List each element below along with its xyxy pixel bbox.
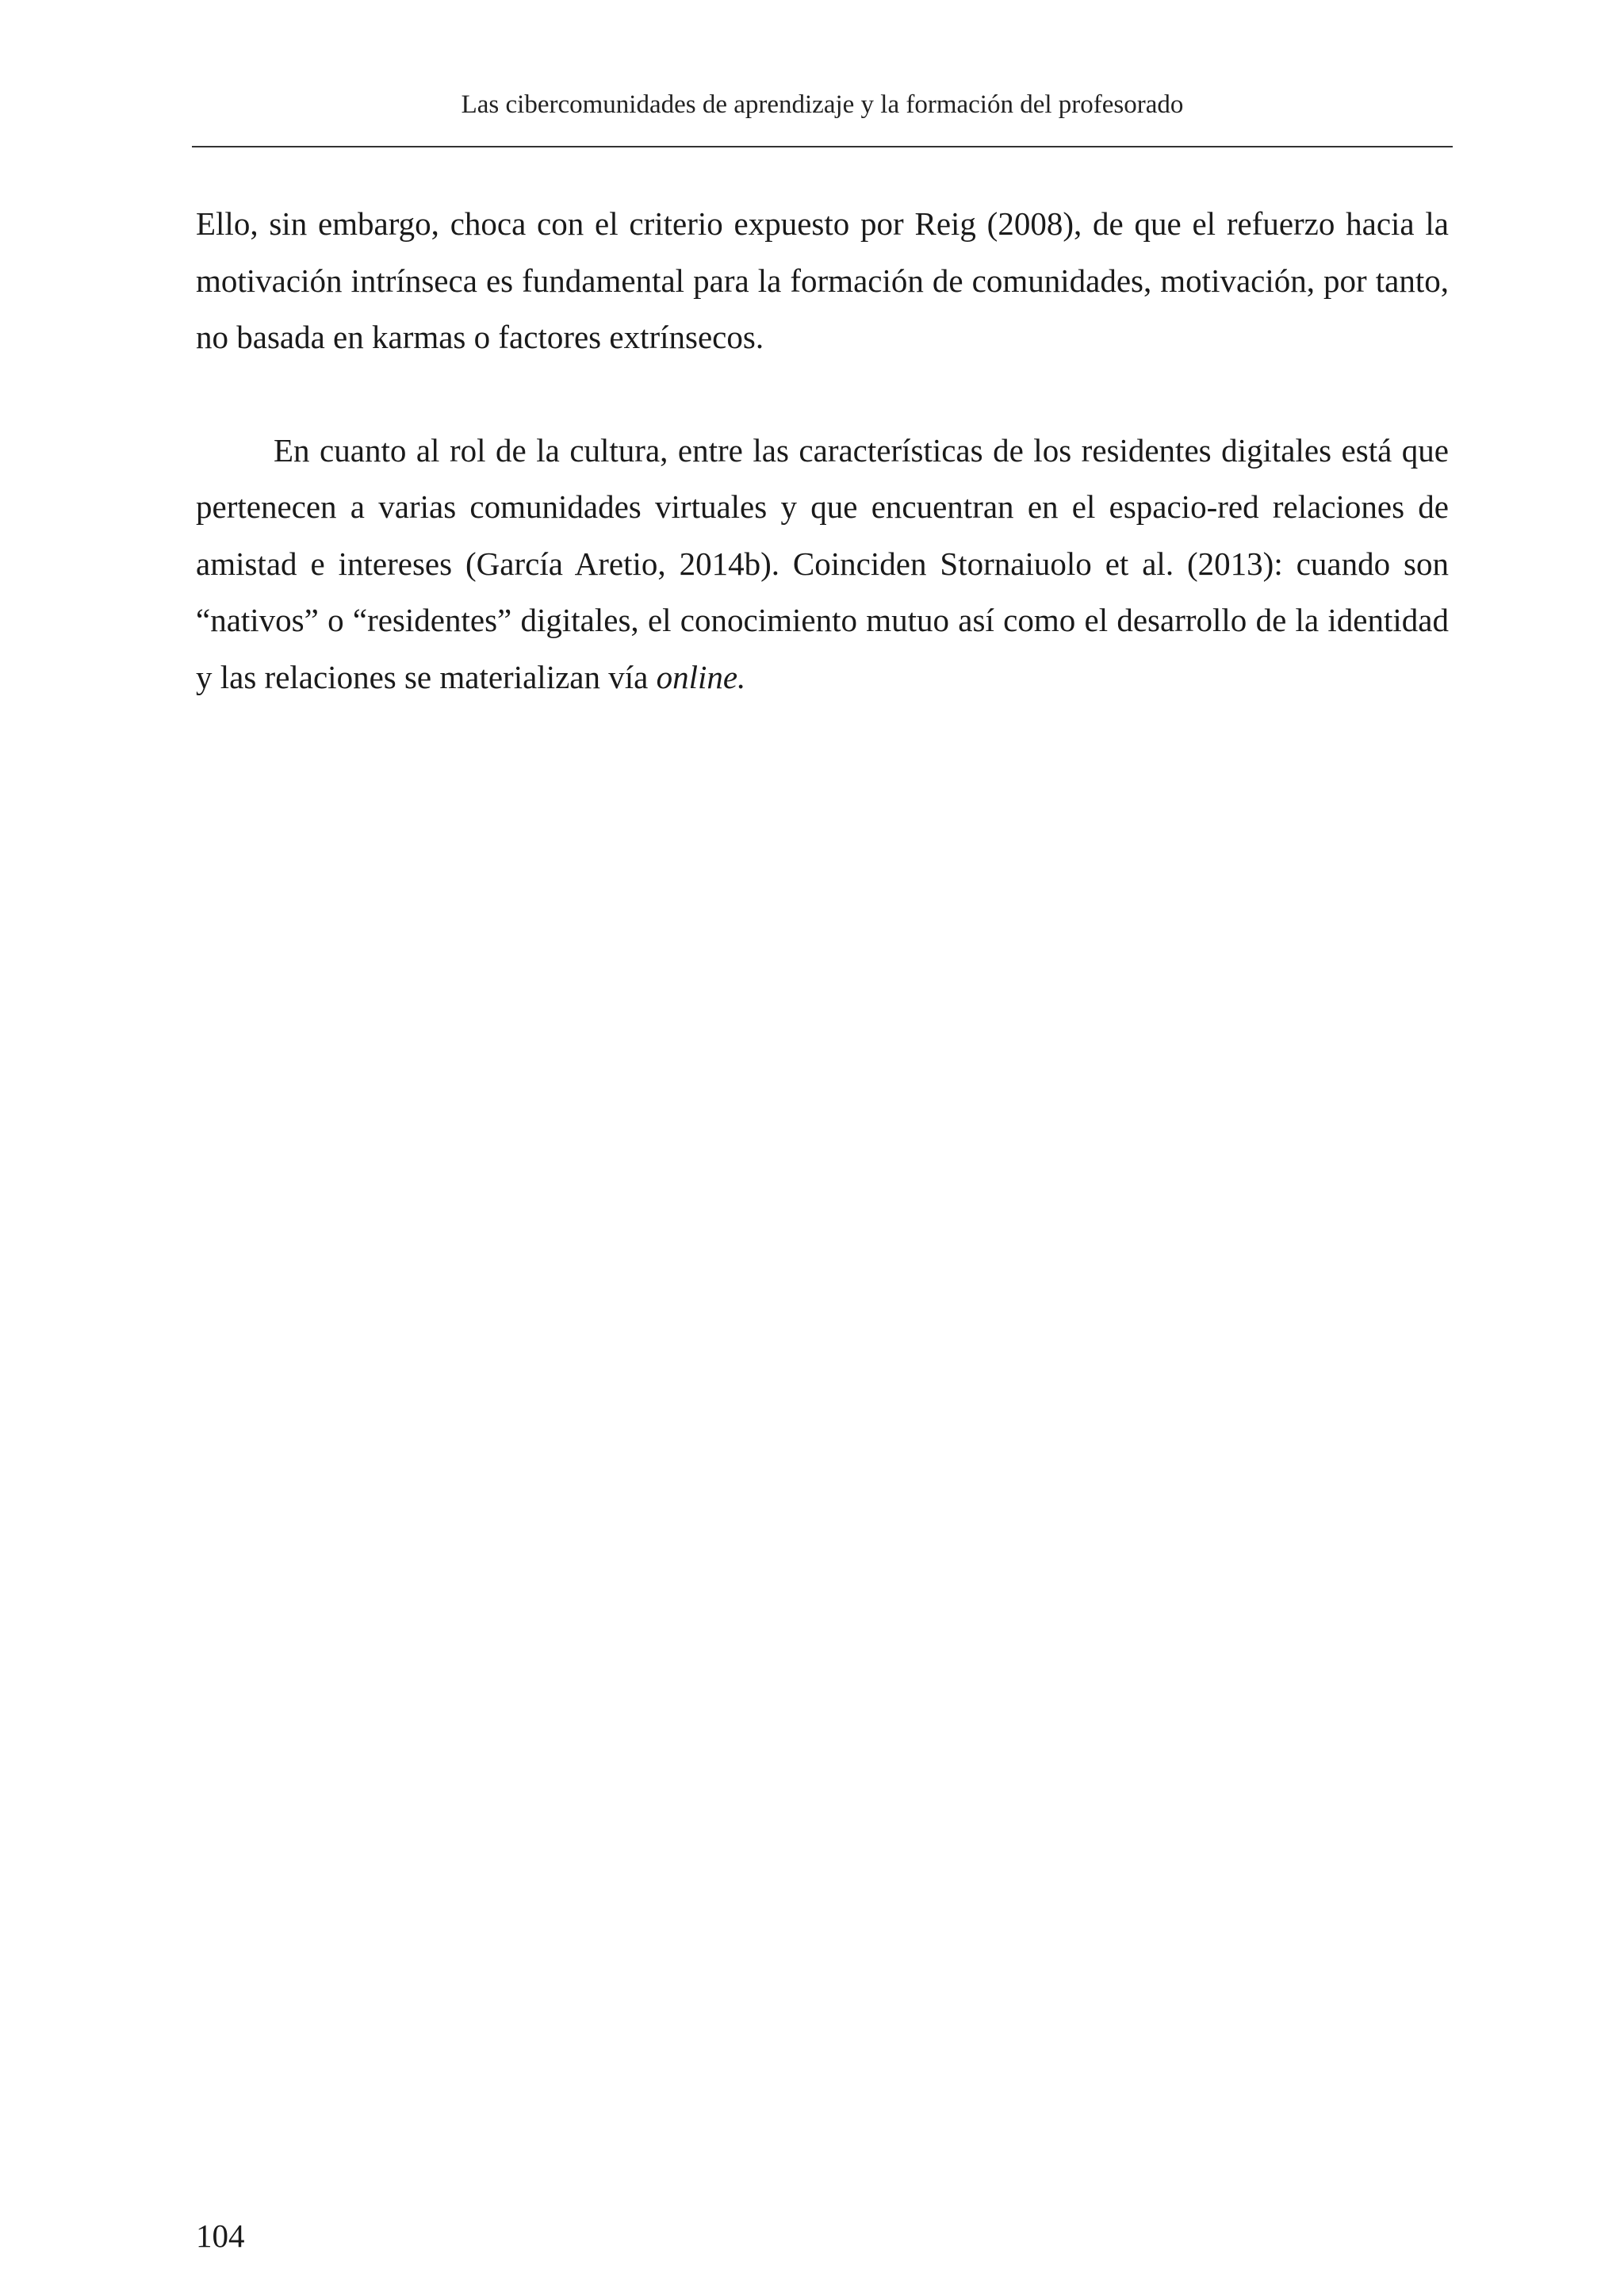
paragraph-2-text: En cuanto al rol de la cultura, entre las características de los residentes digitales está que pertenecen a varias comunidades virtuales y que encuentran en el espacio-red relaciones de amistad e intereses (García Aretio, 2014b). Coinciden Stornaiuolo et al. (2013): cuando son “nativos” o “residentes” digitales, el conocimiento mutuo así como el desarrollo de la identidad y las relaciones se materializan vía <box>196 431 1449 695</box>
body-text <box>196 196 1449 706</box>
page-number: 104 <box>196 2218 245 2254</box>
paragraph-1: Ello, sin embargo, choca con el criterio expuesto por Reig (2008), de que el refuerzo hacia la motivación intrínseca es fundamental para la formación de comunidades, motivación, por tanto, no basada en karmas o factores extrínsecos. <box>196 205 1449 355</box>
running-header: Las cibercomunidades de aprendizaje y la formación del profesorado <box>461 90 1184 119</box>
paragraph-2 <box>196 423 1449 706</box>
header-rule <box>192 146 1453 147</box>
italic-term: online. <box>656 658 746 695</box>
